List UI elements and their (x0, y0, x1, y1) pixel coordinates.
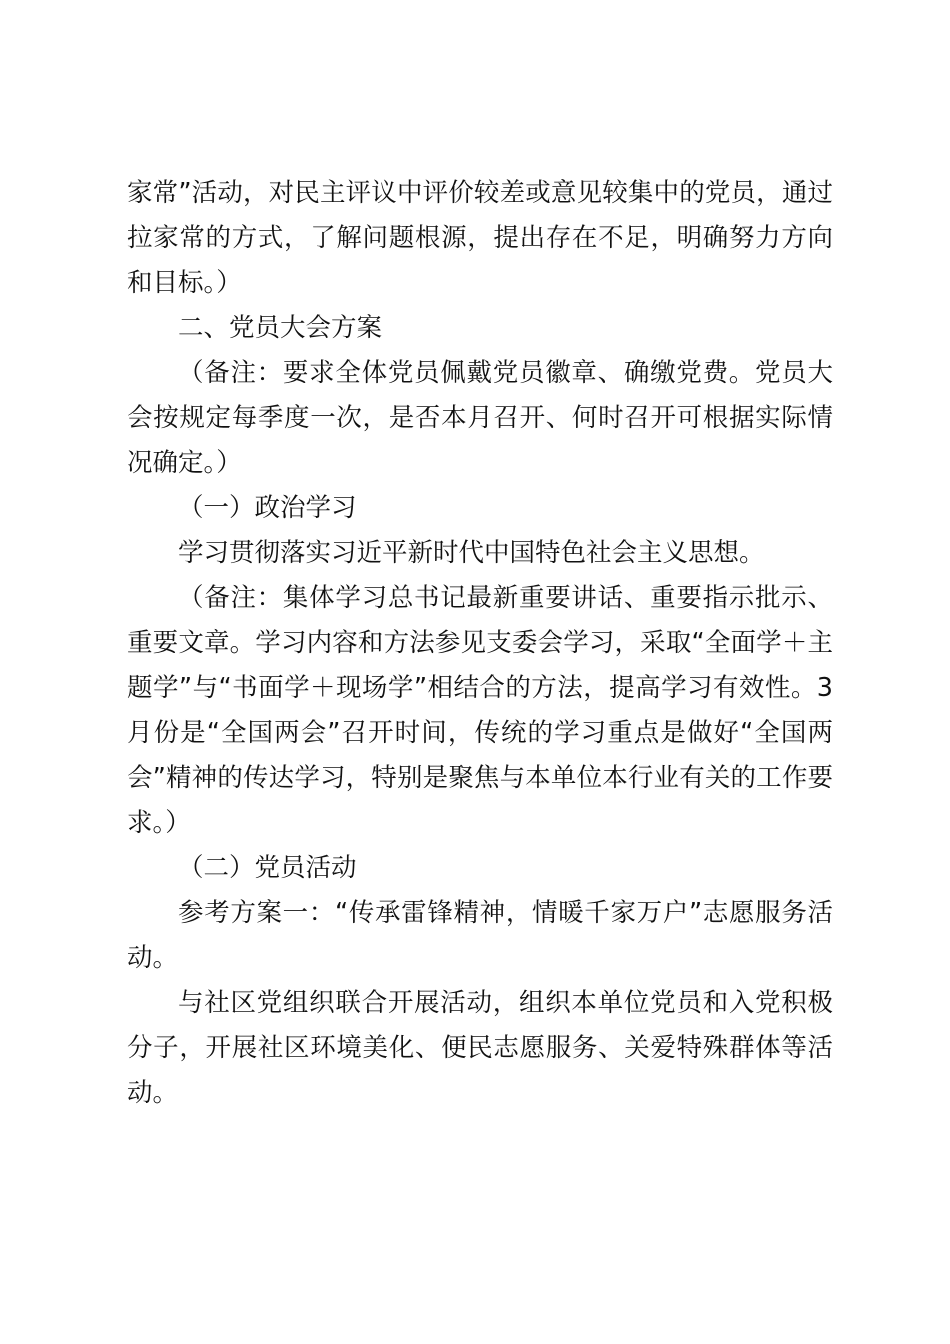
subheading-party-activity: （二）党员活动 (178, 853, 357, 883)
subheading-political-study: （一）政治学习 (178, 493, 357, 523)
paragraph-plan-one-detail: 与社区党组织联合开展活动，组织本单位党员和入党积极分子，开展社区环境美化、便民志愿服务、关爱特殊群体等活动。 (127, 988, 833, 1108)
section-heading-party-congress: 二、党员大会方案 (178, 313, 383, 343)
document-body (127, 171, 833, 1116)
paragraph-plan-one: 参考方案一：“传承雷锋精神，情暖千家万户”志愿服务活动。 (127, 898, 833, 973)
paragraph-note-study: （备注：集体学习总书记最新重要讲话、重要指示批示、重要文章。学习内容和方法参见支委会学习，采取“全面学＋主题学”与“书面学＋现场学”相结合的方法，提高学习有效性。3月份是“全国两会”召开时间，传统的学习重点是做好“全国两会”精神的传达学习，特别是聚焦与本单位本行业有关的工作要求。） (127, 583, 833, 838)
paragraph-study-topic: 学习贯彻落实习近平新时代中国特色社会主义思想。 (178, 538, 765, 568)
paragraph-continuation: 家常”活动，对民主评议中评价较差或意见较集中的党员，通过拉家常的方式，了解问题根源，提出存在不足，明确努力方向和目标。） (127, 178, 833, 298)
paragraph-note-congress: （备注：要求全体党员佩戴党员徽章、确缴党费。党员大会按规定每季度一次，是否本月召开、何时召开可根据实际情况确定。） (127, 358, 833, 478)
